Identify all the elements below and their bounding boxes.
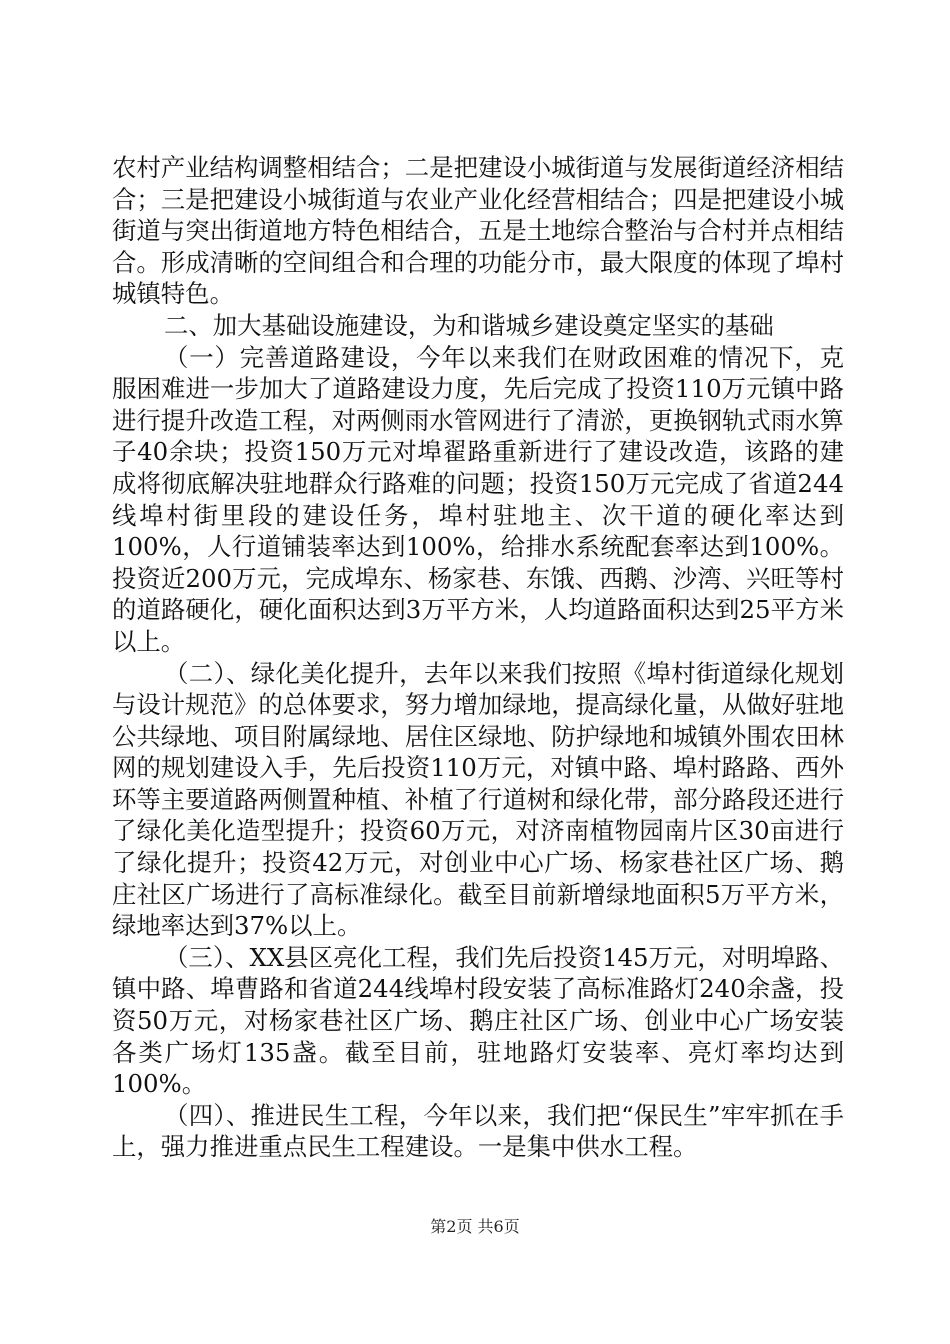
section-heading-2: 二、加大基础设施建设，为和谐城乡建设奠定坚实的基础	[164, 310, 774, 340]
document-body	[112, 152, 844, 1163]
paragraph-livelihood: （四）、推进民生工程，今年以来，我们把“保民生”牢牢抓在手上，强力推进重点民生工程建设。一是集中供水工程。	[112, 1100, 844, 1162]
paragraph-greening: （二）、绿化美化提升，去年以来我们按照《埠村街道绿化规划与设计规范》的总体要求，努力增加绿地，提高绿化量，从做好驻地公共绿地、项目附属绿地、居住区绿地、防护绿地和城镇外围农田林网的规划建设入手，先后投资110万元，对镇中路、埠村路路、西外环等主要道路两侧置种植、补植了行道树和绿化带，部分路段还进行了绿化美化造型提升；投资60万元，对济南植物园南片区30亩进行了绿化提升；投资42万元，对创业中心广场、杨家巷社区广场、鹅庄社区广场进行了高标准绿化。截至目前新增绿地面积5万平方米，绿地率达到37%以上。	[112, 658, 844, 941]
page-footer: 第2页 共6页	[430, 1217, 520, 1236]
paragraph-1: 农村产业结构调整相结合；二是把建设小城街道与发展街道经济相结合；三是把建设小城街道与农业产业化经营相结合；四是把建设小城街道与突出街道地方特色相结合，五是土地综合整治与合村并点相结合。形成清晰的空间组合和合理的功能分市，最大限度的体现了埠村城镇特色。	[112, 153, 844, 309]
paragraph-road-construction: （一）完善道路建设，今年以来我们在财政困难的情况下，克服困难进一步加大了道路建设力度，先后完成了投资110万元镇中路进行提升改造工程，对两侧雨水管网进行了清淤，更换钢轨式雨水箅子40余块；投资150万元对埠翟路重新进行了建设改造，该路的建成将彻底解决驻地群众行路难的问题；投资150万元完成了省道244线埠村街里段的建设任务，埠村驻地主、次干道的硬化率达到100%，人行道铺装率达到100%，给排水系统配套率达到100%。投资近200万元，完成埠东、杨家巷、东饿、西鹅、沙湾、兴旺等村的道路硬化，硬化面积达到3万平方米，人均道路面积达到25平方米以上。	[112, 342, 844, 656]
paragraph-lighting: （三）、XX县区亮化工程，我们先后投资145万元，对明埠路、镇中路、埠曹路和省道244线埠村段安装了高标准路灯240余盏，投资50万元，对杨家巷社区广场、鹅庄社区广场、创业中心广场安装各类广场灯135盏。截至目前，驻地路灯安装率、亮灯率均达到100%。	[112, 942, 844, 1099]
